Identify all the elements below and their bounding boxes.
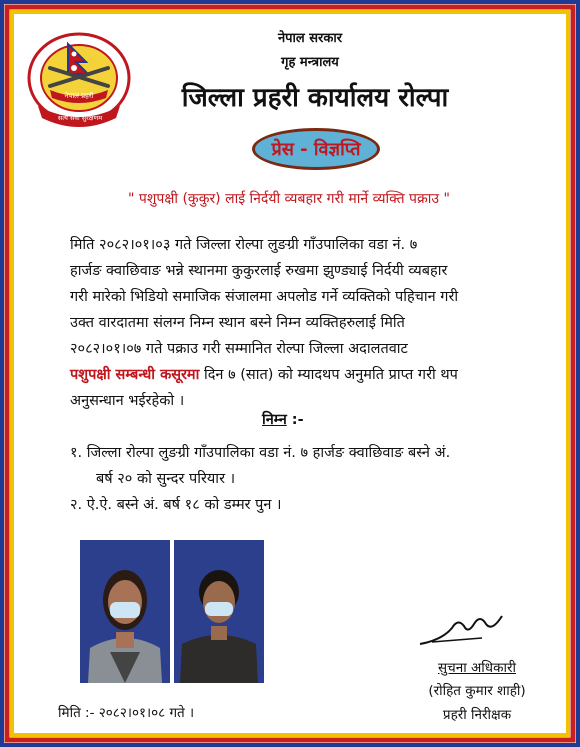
signature-mark [412, 606, 512, 650]
signatory-name: (रोहित कुमार शाही) [428, 683, 526, 699]
headline: " पशुपक्षी (कुकुर) लाई निर्दयी व्यबहार गरी मार्ने व्यक्ति पक्राउ " [128, 191, 450, 207]
signatory-title: सुचना अधिकारी [438, 660, 516, 676]
body-line: २०८२।०१।०७ गते पक्राउ गरी सम्मानित रोल्पा जिल्ला अदालतवाट [70, 341, 408, 357]
body-line [70, 362, 520, 388]
list-item: बर्ष २० को सुन्दर परियार । [96, 471, 236, 487]
body-line: अनुसन्धान भईरहेको । [70, 393, 185, 409]
list-heading [262, 409, 304, 429]
list-heading-suffix: :- [286, 412, 304, 428]
list-item: १. जिल्ला रोल्पा लुङग्री गाँउपालिका वडा नं. ७ हार्जङ क्वाछिवाङ बस्ने अं. [70, 445, 451, 461]
body-line: उक्त वारदातमा संलग्न निम्न स्थान बस्ने निम्न व्यक्तिहरुलाई मिति [70, 315, 405, 331]
logo-text-bottom: सत्य सेवा सुरक्षणम [57, 114, 103, 122]
government-name: नेपाल सरकार [277, 31, 343, 46]
photo-person-2 [174, 540, 264, 683]
body-line: गरी मारेको भिडियो समाजिक संजालमा अपलोड गर्ने व्यक्तिको पहिचान गरी [70, 289, 459, 305]
offense-highlight: पशुपक्षी सम्बन्धी कसूरमा [70, 367, 200, 383]
body-paragraph [70, 232, 520, 414]
logo-text-top: नेपाल प्रहरी [64, 92, 94, 100]
list-item: २. ऐ.ऐ. बस्ने अं. बर्ष १८ को डम्मर पुन । [70, 497, 282, 513]
office-name: जिल्ला प्रहरी कार्यालय रोल्पा [181, 83, 449, 113]
photo-person-1 [80, 540, 170, 683]
list-heading-word: निम्न [262, 412, 287, 428]
issue-date: मिति :- २०८२।०१।०८ गते । [58, 705, 195, 721]
ministry-name: गृह मन्त्रालय [281, 55, 339, 70]
body-line: हार्जङ क्वाछिवाङ भन्ने स्थानमा कुकुरलाई रुखमा झुण्ड्याई निर्दयी व्यबहार [70, 263, 448, 279]
body-line: मिति २०८२।०१।०३ गते जिल्ला रोल्पा लुङग्री गाँउपालिका वडा नं. ७ [70, 237, 418, 253]
arrested-list [70, 440, 530, 518]
press-release-label: प्रेस - विज्ञप्ति [252, 128, 380, 170]
body-line-rest: दिन ७ (सात) को म्यादथप अनुमति प्राप्त गरी थप [199, 367, 458, 383]
signatory-rank: प्रहरी निरीक्षक [442, 707, 512, 723]
